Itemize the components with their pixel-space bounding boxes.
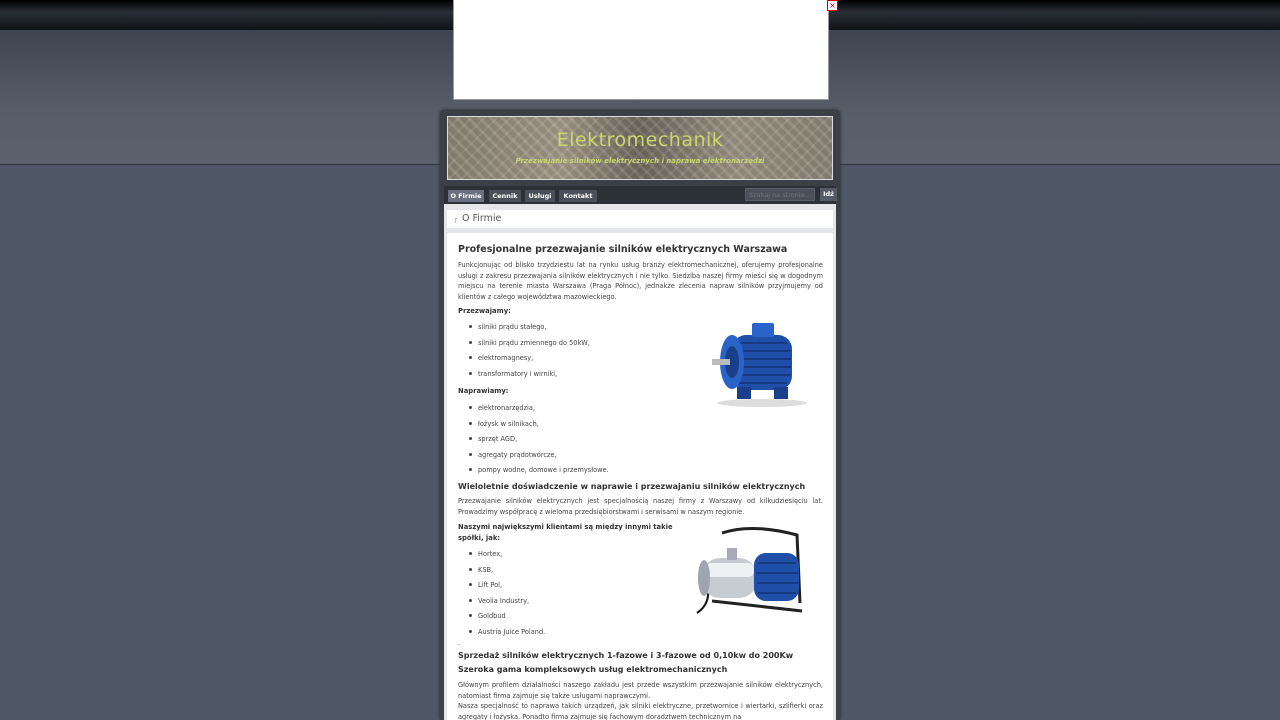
list-item: pompy wodne, domowe i przemysłowe. (458, 465, 609, 481)
separator-dot: . (458, 639, 461, 647)
ad-close-icon[interactable]: × (827, 0, 838, 11)
nav-item-kontakt[interactable]: Kontakt (559, 190, 597, 202)
list-item: Goldbud (458, 611, 545, 627)
nav-item-cennik[interactable]: Cennik (489, 190, 521, 202)
list-item: elektromagnesy, (458, 353, 590, 369)
article-heading-4: Szeroka gama kompleksowych usług elektromechanicznych (458, 665, 728, 674)
search-input[interactable] (745, 188, 815, 201)
breadcrumb-label: O Firmie (462, 213, 502, 224)
list-item: Veolia Industry, (458, 596, 545, 612)
content-area (444, 204, 836, 720)
site-subtitle: Przezwajanie silników elektrycznych i naprawa elektronarzędzi (515, 157, 765, 165)
article-paragraph-2: Przezwajanie silników elektrycznych jest specjalnością naszej firmy z Warszawy od kilkudziesięciu lat. Prowadzimy współpracę z wieloma przedsiębiorstwami i serwisami w naszym regionie. (458, 497, 823, 516)
nav-item-o-firmie[interactable]: O Firmie (448, 190, 484, 202)
article-heading-1: Profesjonalne przezwajanie silników elektrycznych Warszawa (458, 244, 788, 255)
list-item: silniki prądu zmiennego do 50kW, (458, 338, 590, 354)
list-item: łożysk w silnikach, (458, 419, 609, 435)
breadcrumb (447, 210, 833, 228)
water-pump-image (692, 523, 822, 623)
article-heading-3: Sprzedaż silników elektrycznych 1-fazowe i 3-fazowe od 0,10kw do 200Kw (458, 651, 794, 660)
list-item: Austria Juice Poland. (458, 627, 545, 643)
list-item: silniki prądu stałego, (458, 322, 590, 338)
list-item: KSB, (458, 565, 545, 581)
main-nav (444, 186, 836, 204)
rewind-list (458, 322, 590, 384)
list-item: transformatory i wirniki, (458, 369, 590, 385)
electric-motor-image (702, 315, 817, 410)
site-header (447, 116, 833, 180)
list-item: sprzęt AGD, (458, 434, 609, 450)
search-button[interactable]: Idź (820, 188, 837, 201)
nav-item-uslugi[interactable]: Usługi (525, 190, 555, 202)
page-container (440, 110, 840, 720)
list-item: Lift Pol, (458, 580, 545, 596)
ad-banner[interactable] (453, 0, 829, 100)
article (447, 233, 833, 720)
repair-list (458, 403, 609, 481)
list-item: elektronarzędzia, (458, 403, 609, 419)
list-item: agregaty prądotwórcze, (458, 450, 609, 466)
site-title[interactable]: Elektromechanik (556, 129, 724, 151)
article-paragraph-1: Funkcjonując od blisko trzydziestu lat na rynku usług branży elektromechanicznej, oferujemy profesjonalne usługi z zakresu przezwajania silników elektrycznych i nie tylko. Siedziba naszej firmy mieści się w dogodnym miejscu na terenie miasta Warszawa (Praga Północ), jednakże zlecenia napraw silników przyjmujemy od klientów z całego województwa mazowieckiego. (458, 261, 823, 301)
repair-label: Naprawiamy: (458, 387, 509, 395)
clients-list (458, 549, 545, 642)
rewind-label: Przezwajamy: (458, 307, 511, 315)
article-heading-2: Wieloletnie doświadczenie w naprawie i przezwajaniu silników elektrycznych (458, 482, 806, 491)
article-paragraph-3: Głównym profilem działalności naszego zakładu jest przede wszystkim przezwajanie silników elektrycznych, natomiast firma zajmuje się także usługami naprawczymi. (458, 681, 823, 700)
article-paragraph-4: Nasza specjalność to naprawa takich urządzeń, jak silniki elektryczne, przetwornice i wiertarki, szlifierki oraz agregaty i łożyska. Ponadto firma zajmuje się fachowym doradztwem technicznym na (458, 702, 823, 720)
clients-label: Naszymi największymi klientami są między innymi takie spółki, jak: (458, 523, 673, 542)
list-item: Hortex, (458, 549, 545, 565)
article-icon: ┌ (453, 215, 458, 223)
